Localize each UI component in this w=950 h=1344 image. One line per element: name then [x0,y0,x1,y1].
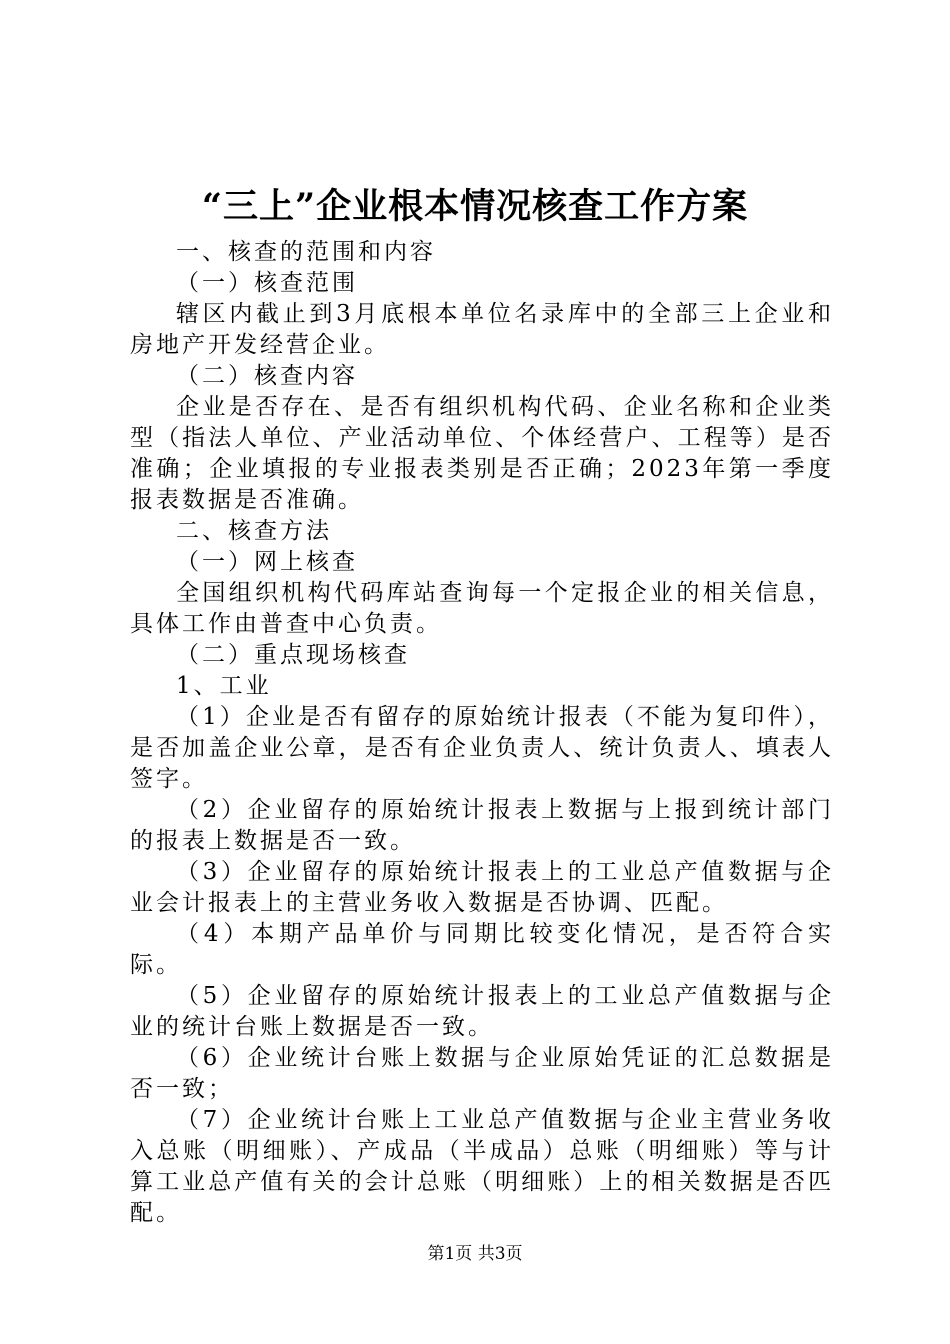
list-item-2: （2）企业留存的原始统计报表上数据与上报到统计部门的报表上数据是否一致。 [130,797,834,854]
subheading-scope: （一）核查范围 [176,270,358,296]
document-title: “三上”企业根本情况核查工作方案 [201,186,749,227]
paragraph-online-check: 全国组织机构代码库站查询每一个定报企业的相关信息，具体工作由普查中心负责。 [130,580,834,637]
list-item-6: （6）企业统计台账上数据与企业原始凭证的汇总数据是否一致； [130,1045,834,1102]
paragraph-scope: 辖区内截止到3月底根本单位名录库中的全部三上企业和房地产开发经营企业。 [130,301,834,358]
list-item-5: （5）企业留存的原始统计报表上的工业总产值数据与企业的统计台账上数据是否一致。 [130,983,834,1040]
list-item-3: （3）企业留存的原始统计报表上的工业总产值数据与企业会计报表上的主营业务收入数据是否协调、匹配。 [130,859,834,916]
document-body [130,237,834,1229]
list-item-1: （1）企业是否有留存的原始统计报表（不能为复印件），是否加盖企业公章，是否有企业负责人、统计负责人、填表人签字。 [130,704,834,792]
page-footer: 第1页 共3页 [427,1244,523,1264]
item-industry: 1、工业 [176,673,272,699]
subheading-online-check: （一）网上核查 [176,549,358,575]
section-heading-scope-content: 一、核查的范围和内容 [176,239,436,265]
paragraph-content: 企业是否存在、是否有组织机构代码、企业名称和企业类型（指法人单位、产业活动单位、个体经营户、工程等）是否准确；企业填报的专业报表类别是否正确；2023年第一季度报表数据是否准确。 [130,394,834,513]
subheading-content: （二）核查内容 [176,363,358,389]
section-heading-methods: 二、核查方法 [176,518,332,544]
subheading-onsite-check: （二）重点现场核查 [176,642,410,668]
list-item-7: （7）企业统计台账上工业总产值数据与企业主营业务收入总账（明细账）、产成品（半成品）总账（明细账）等与计算工业总产值有关的会计总账（明细账）上的相关数据是否匹配。 [130,1107,834,1226]
list-item-4: （4）本期产品单价与同期比较变化情况，是否符合实际。 [130,921,834,978]
